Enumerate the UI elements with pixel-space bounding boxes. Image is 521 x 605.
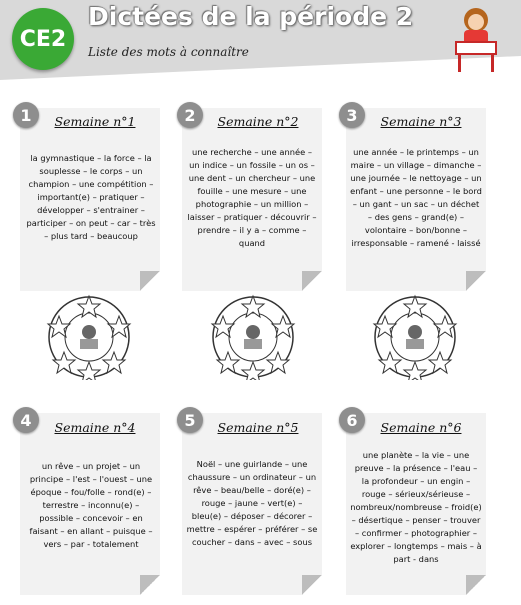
week-number-3: 3 (339, 102, 365, 128)
week-words-5: Noël – une guirlande – une chaussure – un ordinateur – un rêve – beau/belle – doré(e) – rouge – jaune – vert(e) – bleu(e) – déposer – décorer – mettre – espérer – préférer – se coucher – dans – avec – sous (186, 459, 318, 547)
dictee-flash-medal-icon (210, 294, 296, 380)
week-words-6: une planète – la vie – une preuve – la présence – l'eau – la profondeur – un engin – rouge – sérieux/sérieuse – nombreux/nombreuse – froid(e) – désertique – penser – trouver – confirmer – photographier – explorer – longtemps – mais – à part - dans (350, 450, 482, 564)
week-number-6: 6 (339, 407, 365, 433)
week-number-4: 4 (13, 407, 39, 433)
grade-badge: CE2 (12, 8, 74, 70)
week-title-2: Semaine n°2 (217, 114, 299, 129)
week-words-2: une recherche – une année – un indice – un fossile – un os – une dent – un chercheur – une fouille – une mesure – une photographie – un million – laisser – pratiquer - découvrir – prendre – il y a – comme – quand (187, 147, 317, 248)
teacher-mascot-icon (448, 4, 504, 76)
week-title-5: Semaine n°5 (217, 420, 299, 435)
week-words-4: un rêve – un projet – un principe – l'est – l'ouest – une époque – fou/folle – rond(e) – terrestre – inconnu(e) – possible – concevoir – en faisant – en allant – puisque – vers – par - totalement (29, 461, 153, 549)
week-title-3: Semaine n°3 (380, 114, 462, 129)
week-number-2: 2 (177, 102, 203, 128)
week-number-5: 5 (177, 407, 203, 433)
week-words-1: la gymnastique – la force – la souplesse – le corps – un champion – une compétition – important(e) – pratiquer – développer – s'entrainer – participer – on peut – car – très – plus tard – beaucoup (26, 153, 156, 241)
week-title-4: Semaine n°4 (54, 420, 136, 435)
page-title: Dictées de la période 2 (88, 2, 414, 31)
dictee-flash-medal-icon (46, 294, 132, 380)
week-title-6: Semaine n°6 (380, 420, 462, 435)
dictee-flash-medal-icon (372, 294, 458, 380)
week-number-1: 1 (13, 102, 39, 128)
week-words-3: une année – le printemps – un maire – un village – dimanche – une journée – le nettoyage – un enfant – une personne – le bord – un gant – un sac – un déchet – des gens – grand(e) – volontaire – bon/bonne – irresponsable – ramené - laissé (350, 147, 482, 248)
page-subtitle: Liste des mots à connaître (88, 45, 249, 59)
week-title-1: Semaine n°1 (54, 114, 136, 129)
